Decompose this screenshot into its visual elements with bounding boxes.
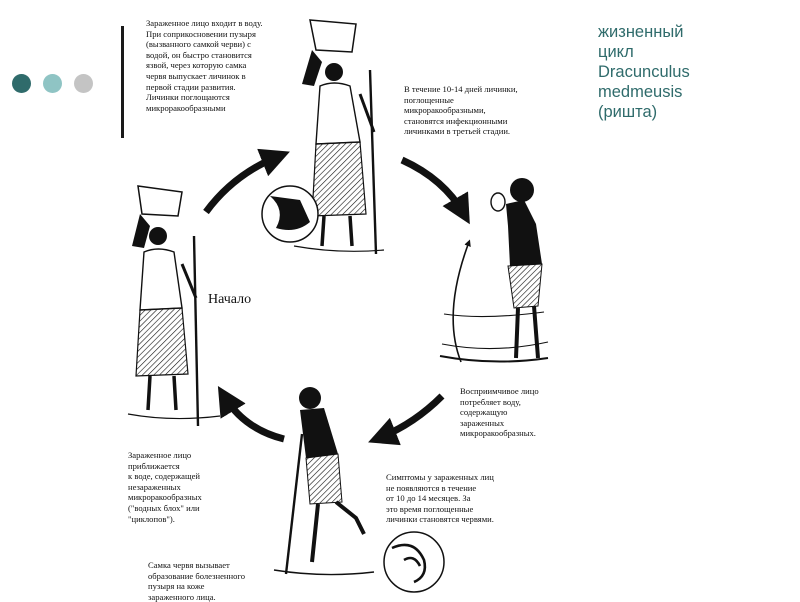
arrow-right-up [453, 242, 469, 362]
dot-light [43, 74, 62, 93]
title-line-2: цикл [598, 43, 634, 61]
caption-right-middle: Восприимчивое лицо потребляет воду, содержащую зараженных микроракообразных. [460, 386, 539, 439]
decorative-dots [12, 74, 93, 93]
start-label: Начало [208, 292, 252, 307]
arrow-bottom-to-left [224, 396, 284, 439]
dot-gray [74, 74, 93, 93]
caption-left-bottom: Зараженное лицо приближается к воде, содержащей незараженных микроракообразных ("водных блох" или "циклопов"). [128, 450, 202, 524]
dot-dark [12, 74, 31, 93]
caption-top: Зараженное лицо входит в воду. При соприкосновении пузыря (вызванного самкой черви) с водой, он быстро становится язвой, через которую самка червя выпускает личинок в первой стадии развития. Личинки поглощаются микроракообразными [146, 18, 263, 113]
arrow-top-to-right [402, 160, 464, 214]
arrow-right-to-bottom [379, 396, 442, 438]
title-line-3: Dracunculus [598, 63, 690, 81]
inset-circle-blister [384, 532, 444, 592]
slide-title [598, 22, 788, 122]
title-line-5: (ришта) [598, 103, 658, 121]
figure-bottom-man-with-stick [274, 387, 374, 575]
title-line-4: medmeusis [598, 83, 683, 101]
figure-left-woman-with-bucket [128, 186, 220, 426]
life-cycle-diagram [124, 14, 564, 600]
caption-right-top: В течение 10-14 дней личинки, поглощенные микроракообразными, становятся инфекционными личинками в третьей стадии. [404, 84, 518, 137]
title-line-1: жизненный [598, 23, 684, 41]
caption-right-bottom: Симптомы у зараженных лиц не появляются в течение от 10 до 14 месяцев. За это время поглощенные личинки становятся червями. [386, 472, 494, 525]
caption-bottom: Самка червя вызывает образование болезненного пузыря на коже зараженного лица. [148, 560, 246, 602]
